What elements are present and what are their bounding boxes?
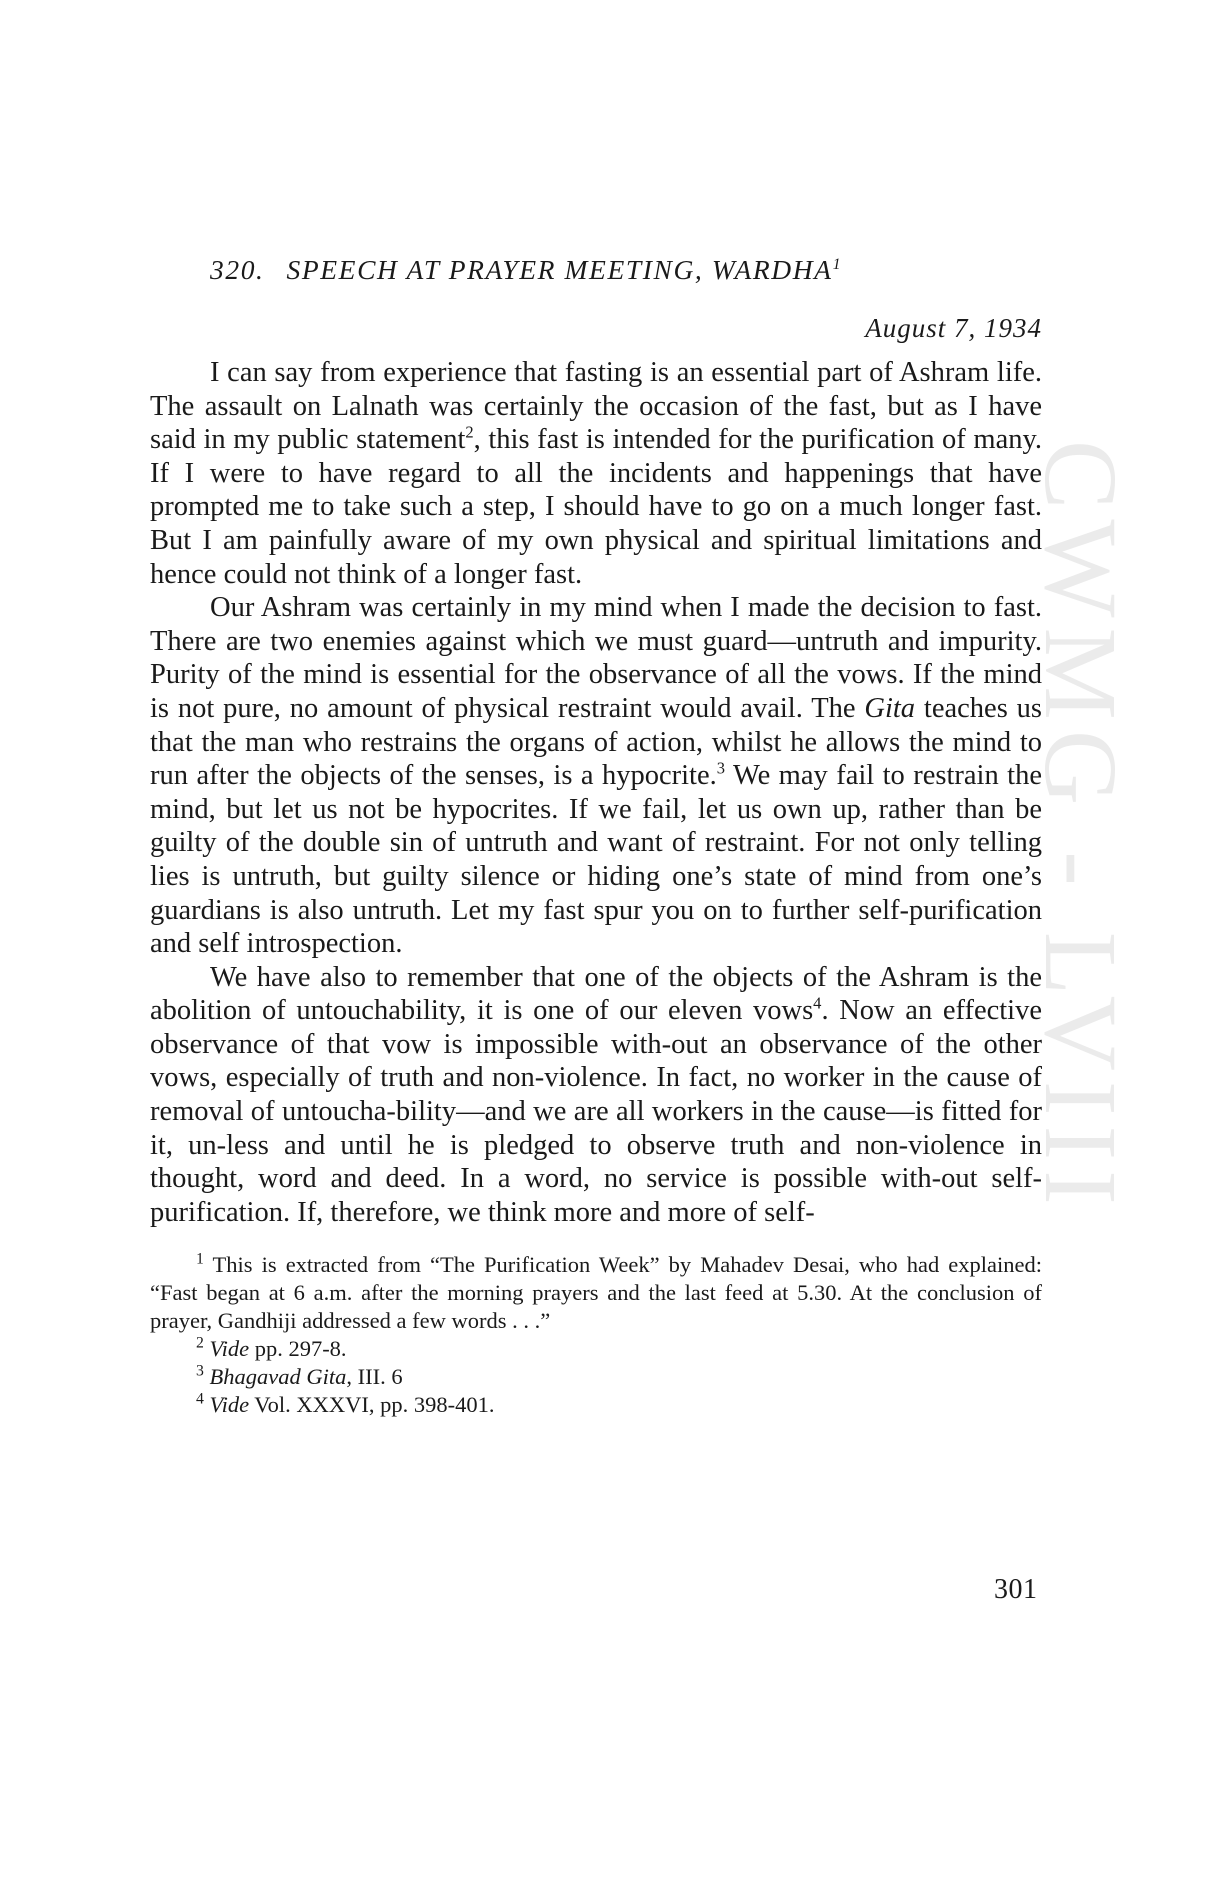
- italic-text: Bhagavad Gita: [209, 1364, 347, 1390]
- italic-text: Gita: [864, 692, 916, 724]
- text-run: . Now an effective observance of that vow is impossible with-out an observance of the other vows, especially of truth and non-violence. In fact, no worker in the cause of removal of untoucha-bility—and we are all workers in the cause—is fitted for it, un-less and until he is pledged to observe truth and non-violence in thought, word and deed. In a word, no service is possible with-out self-purification. If, therefore, we think more and more of self-: [150, 995, 1043, 1228]
- page-number: 301: [994, 1574, 1038, 1605]
- footnote-ref: 2: [465, 422, 474, 442]
- footnotes: [150, 1251, 1042, 1419]
- footnote-marker: 3: [196, 1362, 204, 1380]
- footnote: [150, 1363, 1042, 1391]
- footnote-ref: 3: [716, 758, 726, 778]
- text-run: I can say from experience that fasting is an essential part of Ashram life. The assault on Lalnath was certainly the occasion of the fast, but as I have said in my public statement: [150, 357, 1042, 456]
- document-page: [150, 250, 1042, 1419]
- article-number: 320.: [210, 254, 265, 285]
- text-run: We have also to remember that one of the objects of the Ashram is the abolition of untouchability, it is one of our eleven vows: [150, 961, 1042, 1027]
- footnote: [150, 1251, 1042, 1335]
- text-run: Vol. XXXVI, pp. 398-401.: [249, 1392, 495, 1418]
- footnote-marker: 2: [196, 1334, 204, 1352]
- text-run: , III. 6: [346, 1364, 403, 1390]
- footnote: [150, 1391, 1042, 1419]
- text-run: , this fast is intended for the purification of many. If I were to have regard to all the incidents and happenings that have prompted me to take such a step, I should have to go on a much longer fast. But I am painfully aware of my own physical and spiritual limitations and hence could not think of a longer fast.: [150, 424, 1042, 590]
- heading-footnote-ref: 1: [832, 255, 843, 273]
- article-body: [150, 356, 1042, 1229]
- text-run: We may fail to restrain the mind, but let us not be hypocrites. If we fail, let us own up, rather than be guilty of the double sin of untruth and want of restraint. For not only telling lies is untruth, but guilty silence or hiding one’s state of mind from one’s guardians is also untruth. Let my fast spur you on to further self-purification and self introspection.: [150, 760, 1042, 960]
- footnote: [150, 1335, 1042, 1363]
- article-heading: [210, 250, 1042, 290]
- footnote-marker: 1: [196, 1250, 204, 1268]
- footnote-ref: 4: [813, 993, 822, 1013]
- article-date: August 7, 1934: [865, 313, 1042, 343]
- paragraph: [150, 356, 1042, 591]
- footnote-marker: 4: [196, 1390, 204, 1408]
- text-run: This is extracted from “The Purification Week” by Mahadev Desai, who had explained: “Fast began at 6 a.m. after the morning prayers and the last feed at 5.30. At the conclusion of prayer, Gandhiji addressed a few words . . .”: [150, 1252, 1043, 1334]
- paragraph: [150, 961, 1042, 1230]
- italic-text: Vide: [209, 1336, 250, 1362]
- italic-text: Vide: [209, 1392, 250, 1418]
- article-title: SPEECH AT PRAYER MEETING, WARDHA: [286, 254, 833, 285]
- paragraph: [150, 591, 1042, 961]
- text-run: pp. 297-8.: [249, 1336, 347, 1362]
- watermark: CWMG - LVIII: [1023, 440, 1138, 1215]
- text-run: Our Ashram was certainly in my mind when I made the decision to fast. There are two enemies against which we must guard—untruth and impurity. Purity of the mind is essential for the observance of all the vows. If the mind is not pure, no amount of physical restraint would avail. The: [150, 592, 1042, 724]
- text-run: teaches us that the man who restrains the organs of action, whilst he allows the mind to run after the objects of the senses, is a hypocrite.: [150, 692, 1042, 792]
